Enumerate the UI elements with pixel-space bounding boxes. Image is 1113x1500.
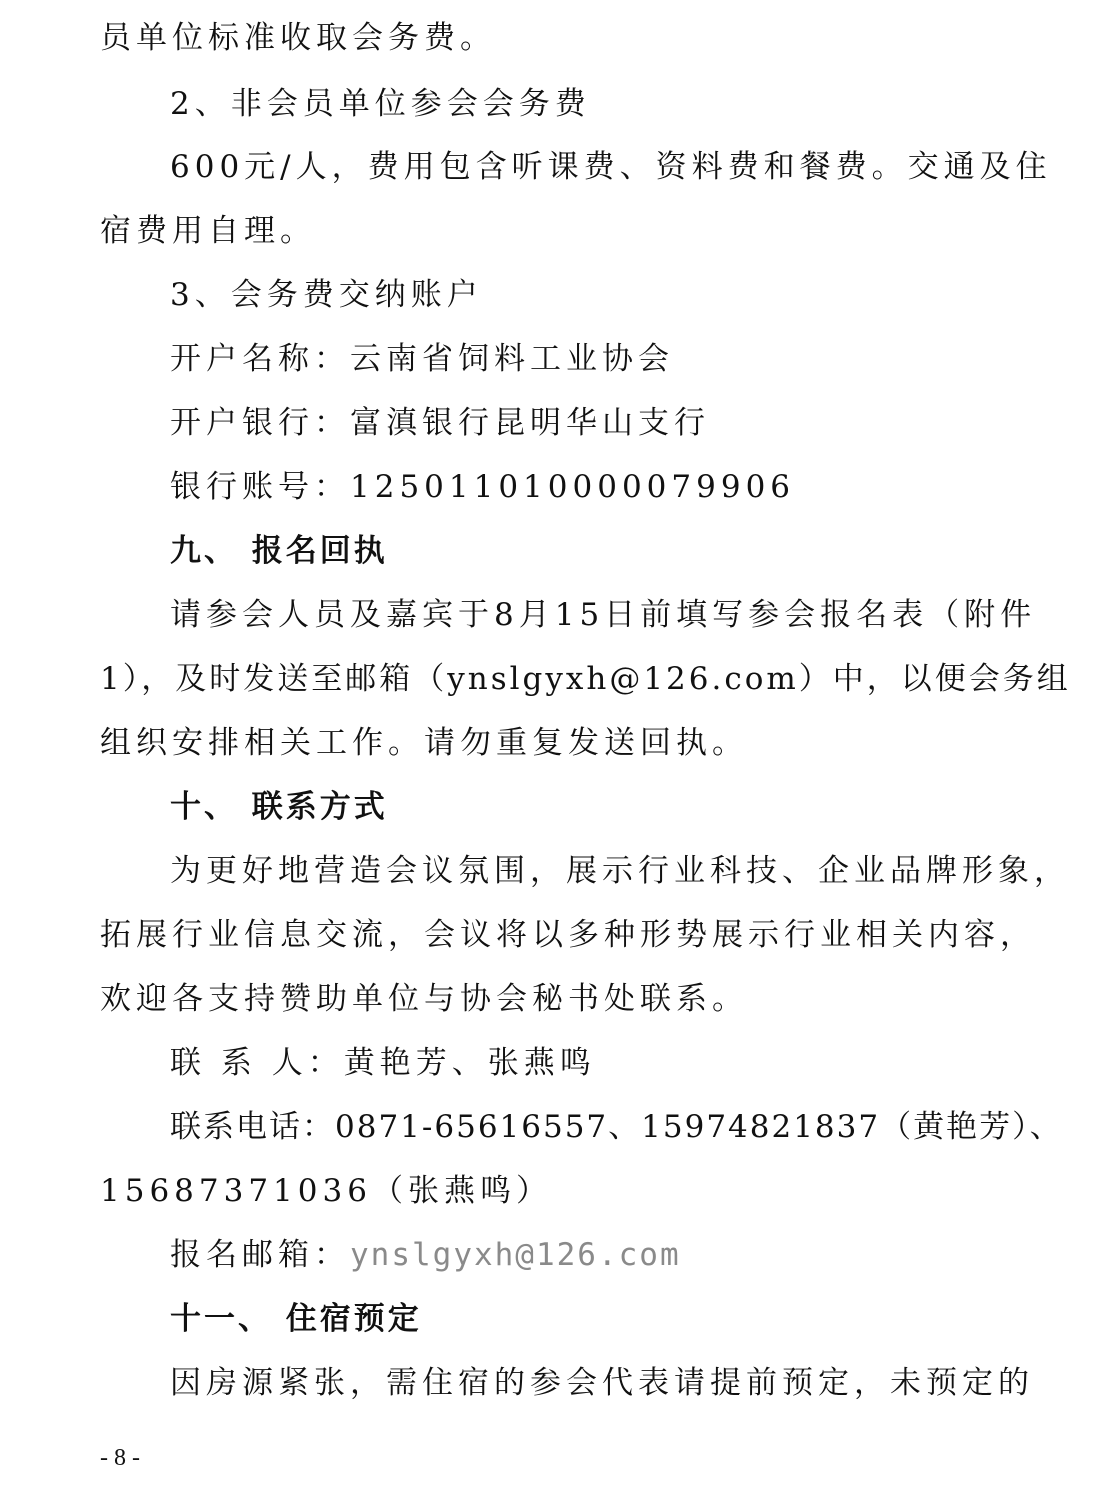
subsection-heading: 2、非会员单位参会会务费 [170,86,591,122]
contact-phone-line: 联系电话：0871-65616557、15974821837（黄艳芳）、 [170,1109,1063,1145]
account-number-line: 银行账号：125011010000079906 [170,469,796,505]
bank-name-line: 开户银行：富滇银行昆明华山支行 [170,405,710,441]
paragraph-line: 欢迎各支持赞助单位与协会秘书处联系。 [100,981,748,1017]
paragraph-line: 组织安排相关工作。请勿重复发送回执。 [100,725,748,761]
paragraph-line: 拓展行业信息交流，会议将以多种形势展示行业相关内容， [100,917,1036,953]
paragraph-line: 1），及时发送至邮箱（ynslgyxh@126.com）中，以便会务组 [100,661,1071,697]
contact-phone-line-cont: 15687371036（张燕鸣） [100,1173,552,1209]
contact-person-line: 联 系 人：黄艳芳、张燕鸣 [170,1045,596,1081]
section-heading-registration: 九、 报名回执 [170,533,388,569]
registration-email-line [170,1235,681,1275]
registration-email-link[interactable]: ynslgyxh@126.com [350,1237,681,1273]
section-heading-contact: 十、 联系方式 [170,789,388,825]
paragraph-line: 600元/人，费用包含听课费、资料费和餐费。交通及住 [170,149,1052,185]
paragraph-line: 员单位标准收取会务费。 [100,20,496,56]
paragraph-line: 为更好地营造会议氛围，展示行业科技、企业品牌形象， [170,853,1070,889]
section-heading-accommodation: 十一、 住宿预定 [170,1301,422,1337]
subsection-heading: 3、会务费交纳账户 [170,277,483,313]
account-name-line: 开户名称：云南省饲料工业协会 [170,341,674,377]
paragraph-line: 请参会人员及嘉宾于8月15日前填写参会报名表（附件 [170,597,1037,633]
registration-email-label: 报名邮箱： [170,1237,350,1273]
paragraph-line: 因房源紧张，需住宿的参会代表请提前预定，未预定的 [170,1365,1034,1401]
paragraph-line: 宿费用自理。 [100,213,316,249]
page-number: - 8 - [100,1445,140,1471]
